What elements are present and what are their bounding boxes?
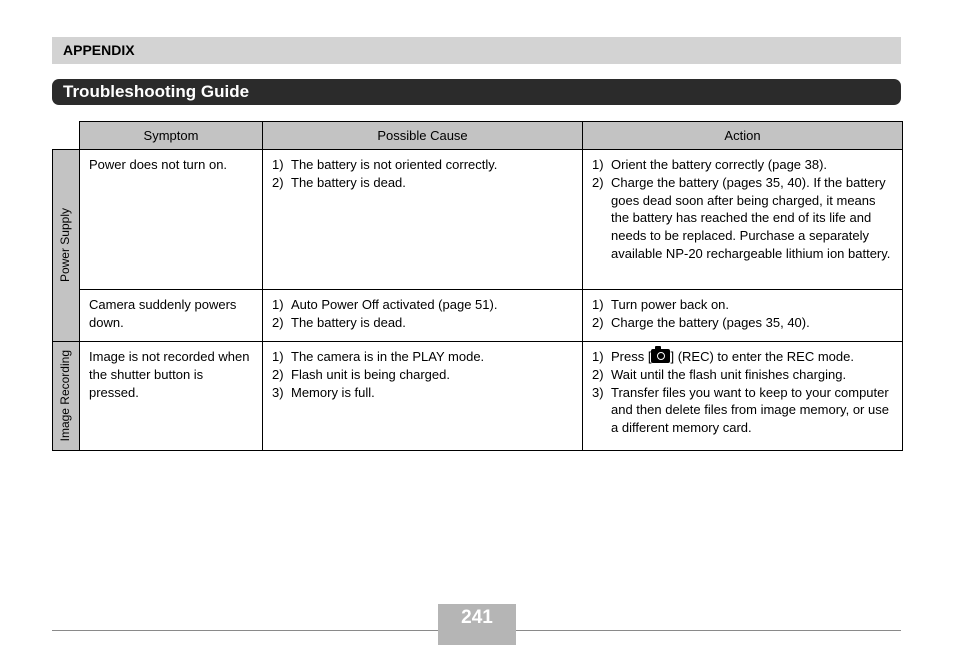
group-label-cell <box>53 150 80 342</box>
list-item: 1) Press [ ] (REC) to enter the REC mode. <box>592 349 854 364</box>
cause-cell <box>263 290 583 342</box>
list-item: 2) The battery is dead. <box>272 314 406 330</box>
cause-cell <box>263 342 583 451</box>
action-list <box>592 296 894 332</box>
cause-list <box>272 348 574 401</box>
column-header-cause: Possible Cause <box>263 122 583 150</box>
list-item: 2) Wait until the flash unit finishes charging. <box>592 366 847 382</box>
action-list <box>592 156 894 263</box>
symptom-cell: Power does not turn on. <box>80 150 263 290</box>
list-item: 2) Charge the battery (pages 35, 40). <box>592 314 810 330</box>
cause-list <box>272 156 574 192</box>
action-list <box>592 348 894 437</box>
camera-icon <box>651 349 670 363</box>
table-row <box>53 342 903 451</box>
list-item: 1) The battery is not oriented correctly. <box>272 157 498 172</box>
action-cell <box>583 150 903 290</box>
page-number-tab <box>438 631 516 645</box>
troubleshooting-table <box>52 121 903 451</box>
list-item: 2) Flash unit is being charged. <box>272 366 450 382</box>
column-header-symptom: Symptom <box>80 122 263 150</box>
cause-cell <box>263 150 583 290</box>
list-item: 1) Turn power back on. <box>592 297 730 312</box>
list-item: 1) Orient the battery correctly (page 38). <box>592 157 828 172</box>
table-header-row <box>53 122 903 150</box>
list-item: 3) Memory is full. <box>272 384 375 400</box>
cause-list <box>272 296 574 332</box>
page-number: 241 <box>438 604 516 631</box>
group-label: Power Supply <box>58 208 73 283</box>
list-item: 2) Charge the battery (pages 35, 40). If the battery goes dead soon after being charged, it means the battery has reached the end of its life and needs to be replaced. Purchase a separately available NP-20 rechargeable lithium ion battery. <box>592 174 891 261</box>
symptom-cell: Image is not recorded when the shutter button is pressed. <box>80 342 263 451</box>
column-header-action: Action <box>583 122 903 150</box>
list-item: 2) The battery is dead. <box>272 174 406 190</box>
page-title: Troubleshooting Guide <box>52 79 901 105</box>
list-item: 1) Auto Power Off activated (page 51). <box>272 297 498 312</box>
header-spacer <box>53 122 80 150</box>
table-row <box>53 150 903 290</box>
table-row <box>53 290 903 342</box>
symptom-cell: Camera suddenly powers down. <box>80 290 263 342</box>
group-label-cell <box>53 342 80 451</box>
group-label: Image Recording <box>58 350 73 442</box>
list-item: 3) Transfer files you want to keep to your computer and then delete files from image memory, or use a different memory card. <box>592 384 889 436</box>
action-cell <box>583 342 903 451</box>
action-cell <box>583 290 903 342</box>
section-header: APPENDIX <box>52 37 901 64</box>
list-item: 1) The camera is in the PLAY mode. <box>272 349 485 364</box>
